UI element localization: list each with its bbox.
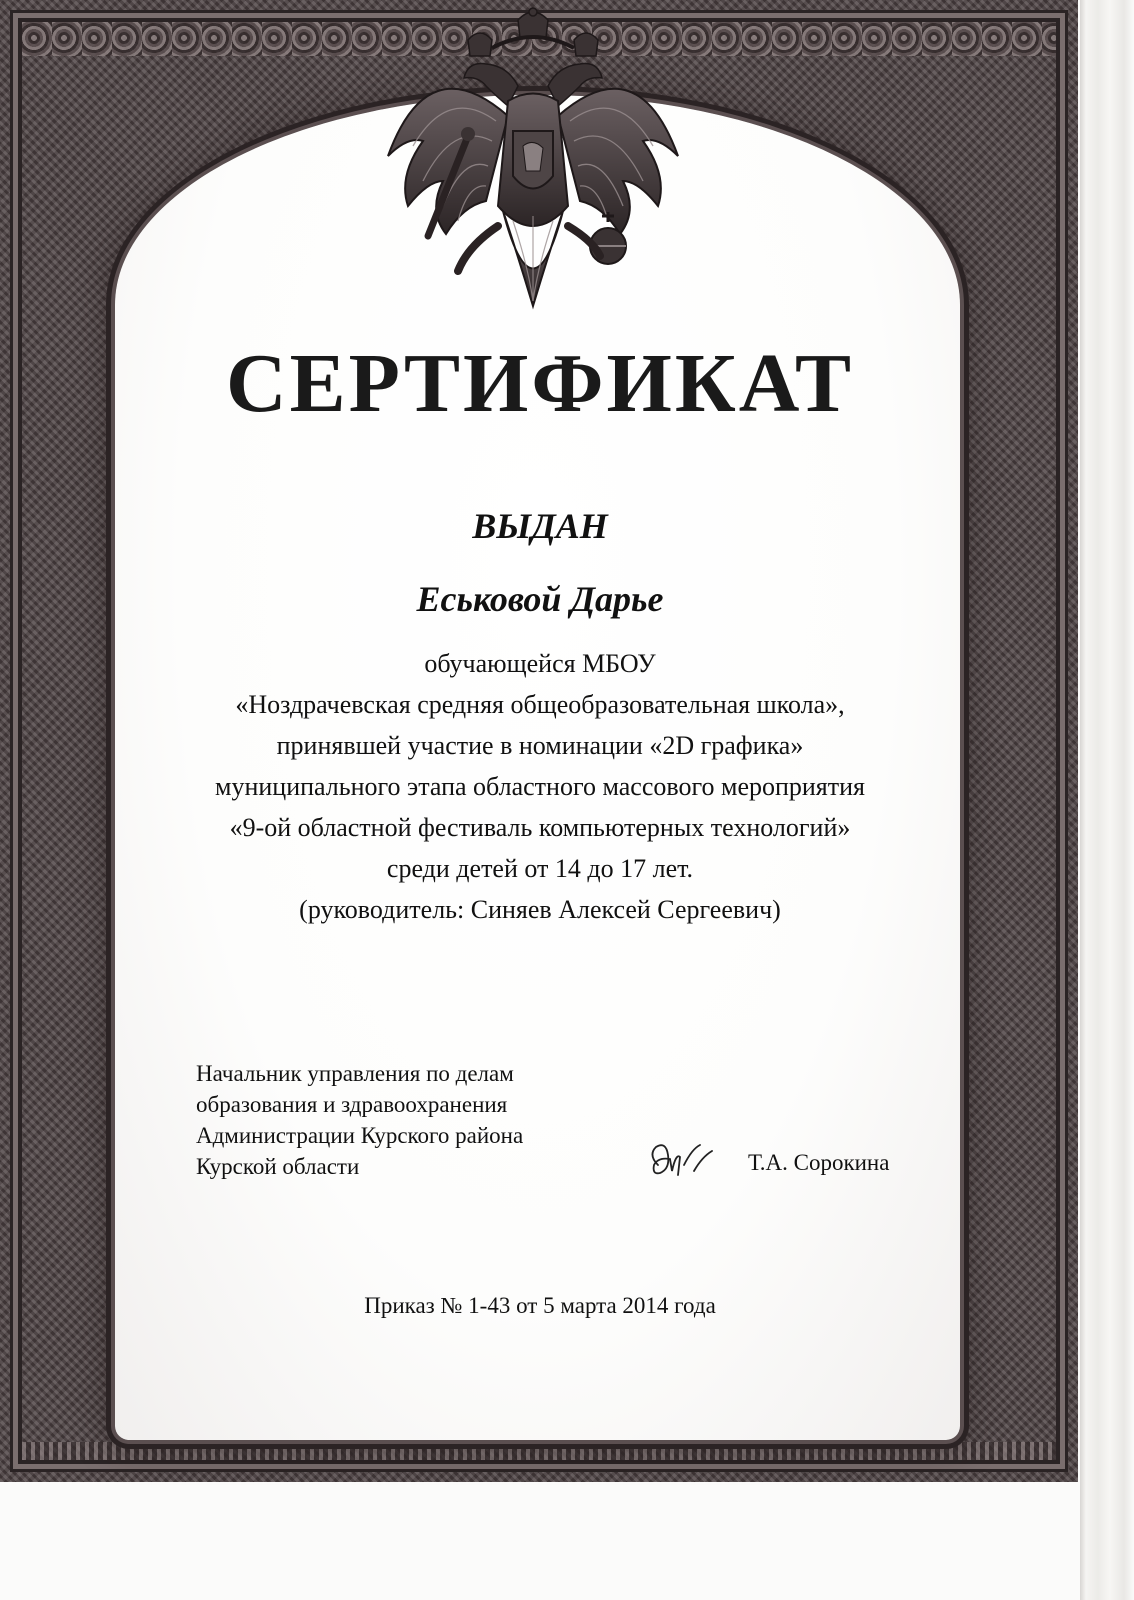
order-reference: Приказ № 1-43 от 5 марта 2014 года [364, 1293, 716, 1318]
issued-label: ВЫДАН [472, 506, 608, 546]
signer-position-line: Курской области [196, 1154, 360, 1179]
signer-position-line: образования и здравоохранения [196, 1092, 508, 1117]
body-line: обучающейся МБОУ [424, 649, 656, 678]
recipient-name: Еськовой Дарье [416, 579, 664, 619]
scan-edge [1080, 0, 1134, 1600]
signer-position-line: Администрации Курского района [196, 1123, 524, 1148]
signer-name: Т.А. Сорокина [748, 1150, 890, 1175]
signer-position-line: Начальник управления по делам [196, 1061, 514, 1086]
certificate-body [140, 643, 940, 930]
body-line: «9-ой областной фестиваль компьютерных технологий» [229, 813, 851, 842]
body-line: (руководитель: Синяев Алексей Сергеевич) [299, 895, 781, 924]
body-line: муниципального этапа областного массового мероприятия [215, 772, 865, 801]
body-line: среди детей от 14 до 17 лет. [386, 854, 694, 883]
signer-position [196, 1058, 523, 1182]
certificate-title: СЕРТИФИКАТ [225, 337, 855, 430]
signature-icon [640, 1135, 720, 1185]
body-line: «Ноздрачевская средняя общеобразовательная школа», [235, 690, 845, 719]
coat-of-arms-icon [368, 6, 698, 326]
body-line: принявшей участие в номинации «2D графика» [276, 731, 804, 760]
